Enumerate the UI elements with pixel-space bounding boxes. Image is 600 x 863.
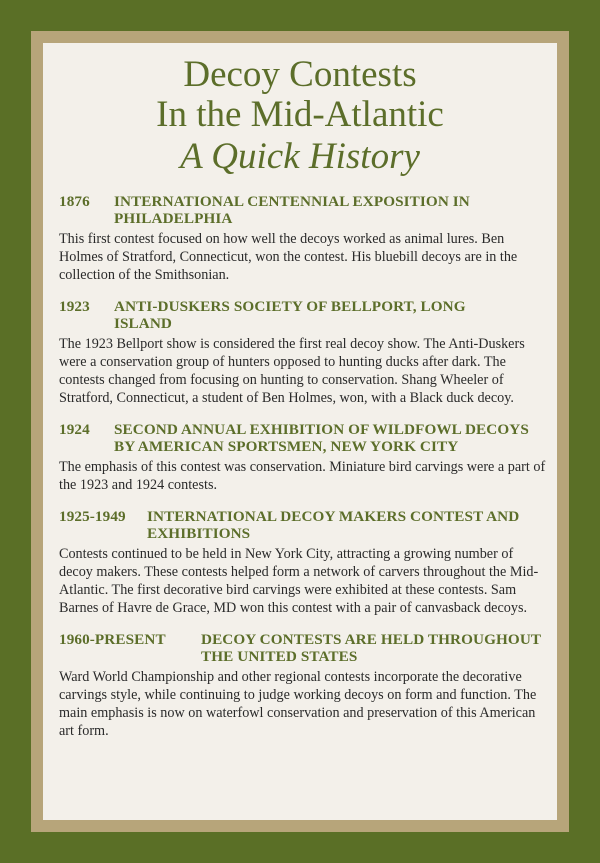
entry-year: 1924 [59,421,90,438]
entry-heading [59,508,547,542]
entry-title: INTERNATIONAL CENTENNIAL EXPOSITION IN PHILADELPHIA [114,193,470,227]
entry-body: This first contest focused on how well the decoys worked as animal lures. Ben Holmes of Stratford, Connecticut, won the contest. His bluebill decoys are in the collection of the Smithsonian. [59,231,518,283]
content-panel [43,43,557,820]
page-title [53,55,547,179]
entry-heading [59,421,547,455]
history-entry-1876 [59,193,547,284]
title-subtitle: A Quick History [180,136,420,177]
history-entry-1925-1949 [59,508,547,617]
history-entry-1923 [59,298,547,407]
title-line-2: In the Mid-Atlantic [156,94,444,135]
entry-title: ANTI-DUSKERS SOCIETY OF BELLPORT, LONG ISLAND [114,298,466,332]
entry-year: 1960-PRESENT [59,631,166,648]
entry-heading [59,193,547,227]
history-entry-1960-present [59,631,547,740]
entry-body: Ward World Championship and other regional contests incorporate the decorative carvings style, while continuing to judge working decoys on form and function. The main emphasis is now on waterfowl conservation and preservation of this American art form. [59,669,537,739]
entry-body: The emphasis of this contest was conservation. Miniature bird carvings were a part of the 1923 and 1924 contests. [59,459,546,493]
entry-year: 1876 [59,193,90,210]
entry-title: INTERNATIONAL DECOY MAKERS CONTEST AND EXHIBITIONS [147,508,520,542]
title-line-1: Decoy Contests [183,54,417,95]
entry-year: 1925-1949 [59,508,126,525]
entry-year: 1923 [59,298,90,315]
entry-title: SECOND ANNUAL EXHIBITION OF WILDFOWL DECOYS BY AMERICAN SPORTSMEN, NEW YORK CITY [114,421,529,455]
history-entry-1924 [59,421,547,494]
entry-body: Contests continued to be held in New York City, attracting a growing number of decoy makers. These contests helped form a network of carvers throughout the Mid-Atlantic. The first decorative bird carvings were exhibited at these contests. Sam Barnes of Havre de Grace, MD won this contest with a pair of canvasback decoys. [59,546,539,616]
entry-body: The 1923 Bellport show is considered the first real decoy show. The Anti-Duskers were a conservation group of hunters opposed to hunting ducks after dark. The contests changed from focusing on hunting to conservation. Shang Wheeler of Stratford, Connecticut, a student of Ben Holmes, won, with a Black duck decoy. [59,336,525,406]
entry-heading [59,631,547,665]
entry-title: DECOY CONTESTS ARE HELD THROUGHOUT THE UNITED STATES [201,631,541,665]
entry-heading [59,298,547,332]
